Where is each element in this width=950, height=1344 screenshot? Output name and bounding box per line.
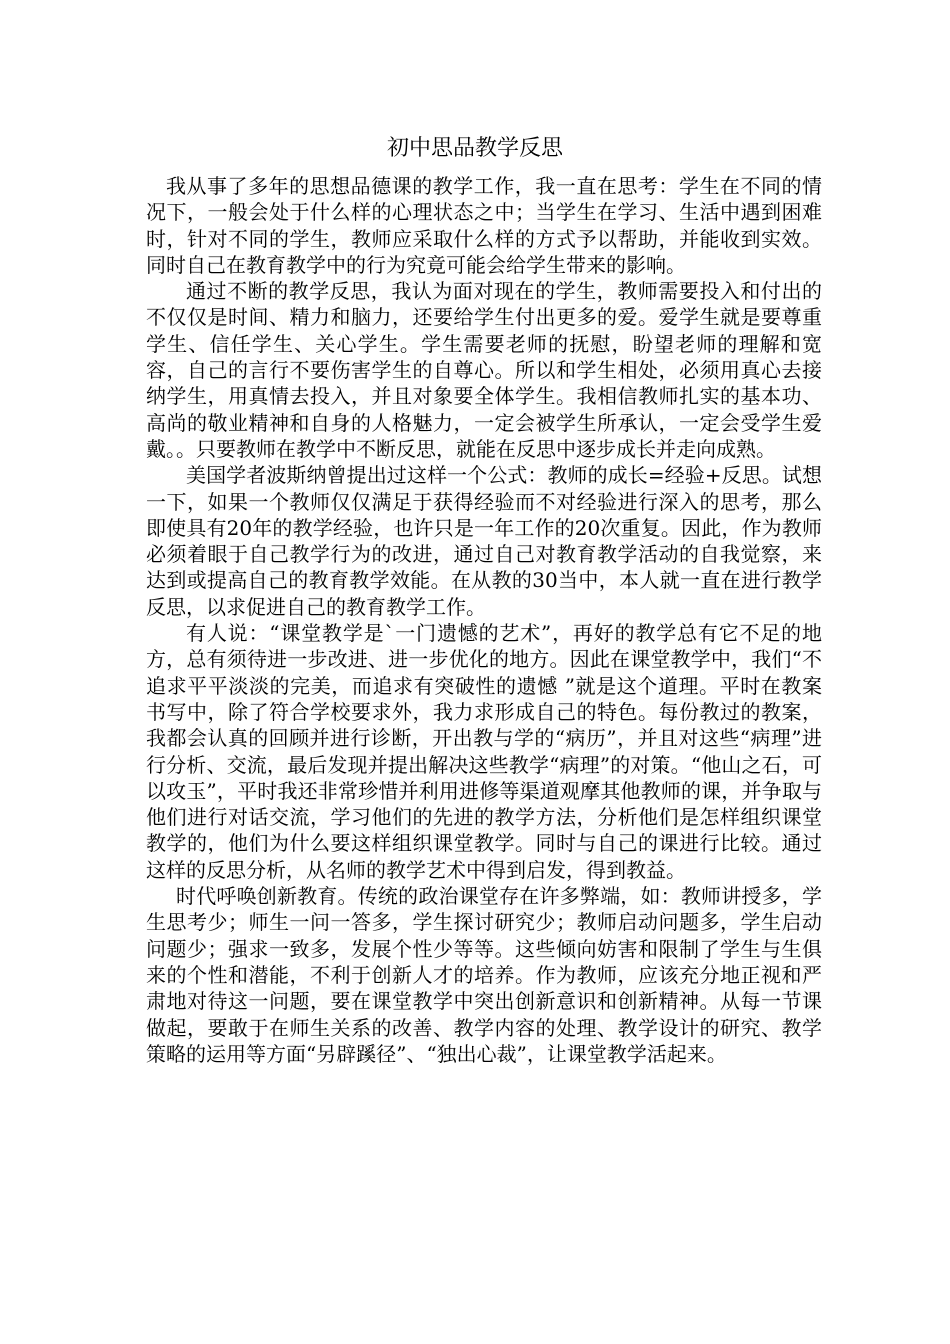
document-title: 初中思品教学反思 xyxy=(386,136,563,161)
paragraph-4: 有人说：“课堂教学是`一门遗憾的艺术”，再好的教学总有它不足的地方，总有须待进一步改进、进一步优化的地方。因此在课堂教学中，我们“不追求平平淡淡的完美，而追求有突破性的遗憾 ”就是这个道理。平时在教案书写中，除了符合学校要求外，我力求形成自己的特色。每份教过的教案，我都会认真的回顾并进行诊断，开出教与学的“病历”，并且对这些“病理”进行分析、交流，最后发现并提出解决这些教学“病理”的对策。“他山之石，可以攻玉”，平时我还非常珍惜并利用进修等渠道观摩其他教师的课，并争取与他们进行对话交流，学习他们的先进的教学方法，分析他们是怎样组织课堂教学的，他们为什么要这样组织课堂教学。同时与自己的课进行比较。通过这样的反思分析，从名师的教学艺术中得到启发，得到教益。 xyxy=(146,621,822,882)
paragraph-2: 通过不断的教学反思，我认为面对现在的学生，教师需要投入和付出的不仅仅是时间、精力和脑力，还要给学生付出更多的爱。爱学生就是要尊重学生、信任学生、关心学生。学生需要老师的抚慰，盼望老师的理解和宽容，自己的言行不要伤害学生的自尊心。所以和学生相处，必须用真心去接纳学生，用真情去投入，并且对象要全体学生。我相信教师扎实的基本功、高尚的敬业精神和自身的人格魅力，一定会被学生所承认，一定会受学生爱戴。。只要教师在教学中不断反思，就能在反思中逐步成长并走向成熟。 xyxy=(146,279,822,461)
paragraph-1: 我从事了多年的思想品德课的教学工作，我一直在思考：学生在不同的情况下，一般会处于什么样的心理状态之中；当学生在学习、生活中遇到困难时，针对不同的学生，教师应采取什么样的方式予以帮助，并能收到实效。同时自己在教育教学中的行为究竟可能会给学生带来的影响。 xyxy=(146,174,822,277)
paragraph-3: 美国学者波斯纳曾提出过这样一个公式：教师的成长=经验+反思。试想一下，如果一个教师仅仅满足于获得经验而不对经验进行深入的思考，那么即使具有20年的教学经验，也许只是一年工作的20次重复。因此，作为教师必须着眼于自己教学行为的改进，通过自己对教育教学活动的自我觉察，来达到或提高自己的教育教学效能。在从教的30当中，本人就一直在进行教学反思，以求促进自己的教育教学工作。 xyxy=(146,463,822,619)
paragraph-5: 时代呼唤创新教育。传统的政治课堂存在许多弊端，如：教师讲授多，学生思考少；师生一问一答多，学生探讨研究少；教师启动问题多，学生启动问题少；强求一致多，发展个性少等等。这些倾向妨害和限制了学生与生俱来的个性和潜能，不利于创新人才的培养。作为教师，应该充分地正视和严肃地对待这一问题，要在课堂教学中突出创新意识和创新精神。从每一节课做起，要敢于在师生关系的改善、教学内容的处理、教学设计的研究、教学策略的运用等方面“另辟蹊径”、“独出心裁”，让课堂教学活起来。 xyxy=(146,884,822,1066)
document-body xyxy=(146,173,822,1067)
